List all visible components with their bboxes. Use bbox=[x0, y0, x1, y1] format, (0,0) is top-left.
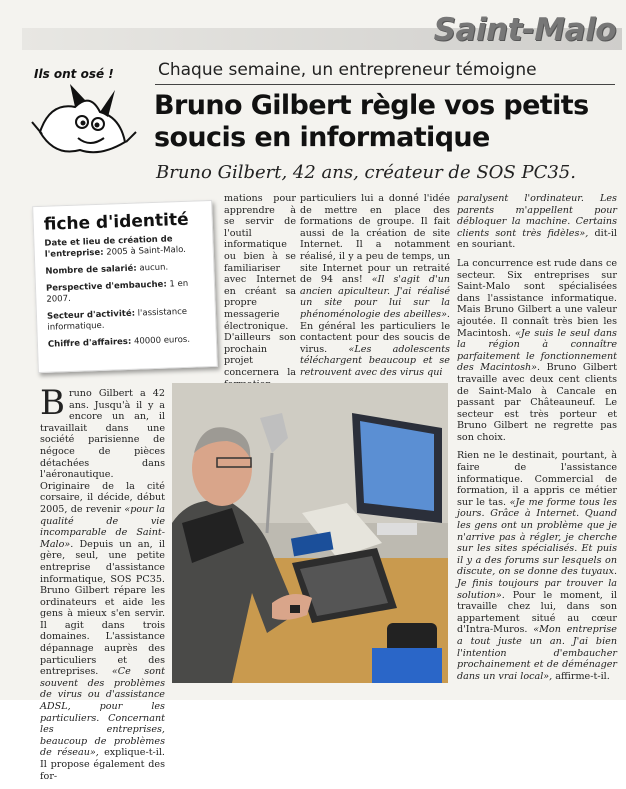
svg-text:Ils ont osé !: Ils ont osé ! bbox=[34, 67, 114, 81]
paragraph: Bruno Gilbert a 42 ans. Jusqu'à il y a encore un an, il travaillait dans une société parisienne de négoce de pièces détachées dans l'aéronautique. Originaire de la cité corsaire, il décide, début 2005, de revenir «pour la qualité de vie incomparable de Saint-Malo». Depuis un an, il gère, seul, une petite entreprise d'assistance informatique, SOS PC35. Bruno Gilbert répare les ordinateurs et aide les gens à mieux s'en servir. Il agit dans trois domaines. L'assistance dépannage auprès des particuliers et des entreprises. «Ce sont souvent des problèmes de virus ou d'assistance ADSL, pour les particuliers. Concernant les entreprises, beaucoup de problèmes de réseau», explique-t-il. Il propose également des for- bbox=[40, 383, 165, 782]
paragraph: mations pour apprendre à se servir de l'outil informatique ou bien à se familiariser avec Internet en créant sa propre messagerie électronique. D'ailleurs son prochain projet concernera la bbox=[224, 193, 296, 378]
fiche-ca: Chiffre d'affaires: 40000 euros. bbox=[47, 334, 191, 350]
drop-cap: B bbox=[40, 383, 65, 423]
fiche-salaries: Nombre de salarié: aucun. bbox=[45, 262, 169, 277]
photo-illustration bbox=[172, 383, 448, 683]
paragraph: Rien ne le destinait, pourtant, à faire de l'assistance informatique. Commercial de formation, il a appris ce métier sur le tas. «Je me forme tous les jours. Grâce à Internet. Quand les gens ont un problème que je n'arrive pas à régler, je cherche sur les sites spécialisés. Et puis il y a des forums sur lesquels on discute, on se donne des tuyaux. Je finis toujours par trouver la solution». Pour le moment, il travaille chez lui, dans son appartement situé au cœur d'Intra-Muros. «Mon entreprise a tout juste un an. J'ai bien l'intention d'embaucher prochainement et de déménager dans un vrai local», affirme-t-il. bbox=[457, 450, 617, 682]
fiche-embauche: Perspective d'embauche: 1 en 2007. bbox=[45, 278, 189, 305]
article-headline: Bruno Gilbert règle vos petits soucis en informatique bbox=[154, 90, 589, 153]
fiche-creation: Date et lieu de création de l'entreprise: 2005 à Saint-Malo. bbox=[44, 234, 187, 260]
paragraph: La concurrence est rude dans ce secteur. Six entreprises sur Saint-Malo sont spécialisées dans l'assistance informatique. Mais Bruno Gilbert a une valeur ajoutée. Il connaît très bien les Macintosh. «Je suis le seul dans la région à connaître parfaitement le fonctionnement des Macintosh». Bruno Gilbert travaille avec deux cent clients de Saint-Malo à Cancale en passant par Châteauneuf. Le secteur est très porteur et Bruno Gilbert ne regrette pas son choix. bbox=[457, 257, 617, 443]
paragraph: paralysent l'ordinateur. Les parents m'appellent pour débloquer la machine. Certains clients sont très fidèles», dit-il en souriant. bbox=[457, 193, 617, 251]
paragraph: particuliers lui a donné l'idée de mettre en place des formations de groupe. Il fait aussi de la création de site Internet. Il a notamment réalisé, il y a peu de temps, un site Internet pour un retraité de 94 ans! «Il s'agit d'un ancien apiculteur. J'ai réalisé un site pour lui sur la phénoménologie des abeilles». En général les particuliers le contactent pour des soucis de virus. «Les adolescents téléchargent beaucoup et se retrouvent avec des virus qui bbox=[300, 193, 450, 378]
ils-ont-ose-logo bbox=[30, 62, 140, 162]
body-column-1 bbox=[40, 383, 165, 789]
article-subheadline: Bruno Gilbert, 42 ans, créateur de SOS PC35. bbox=[156, 162, 576, 183]
article-kicker: Chaque semaine, un entrepreneur témoigne bbox=[158, 60, 537, 80]
kicker-rule bbox=[155, 84, 615, 85]
fiche-title: fiche d'identité bbox=[43, 209, 189, 235]
cartoon-mascot-icon bbox=[30, 62, 140, 162]
fiche-secteur: Secteur d'activité: l'assistance informatique. bbox=[46, 306, 188, 333]
article-photo bbox=[172, 383, 448, 683]
section-title: Saint-Malo bbox=[433, 12, 616, 48]
body-column-4 bbox=[457, 193, 617, 689]
body-column-3 bbox=[300, 193, 450, 386]
fiche-identite-card bbox=[32, 200, 218, 373]
